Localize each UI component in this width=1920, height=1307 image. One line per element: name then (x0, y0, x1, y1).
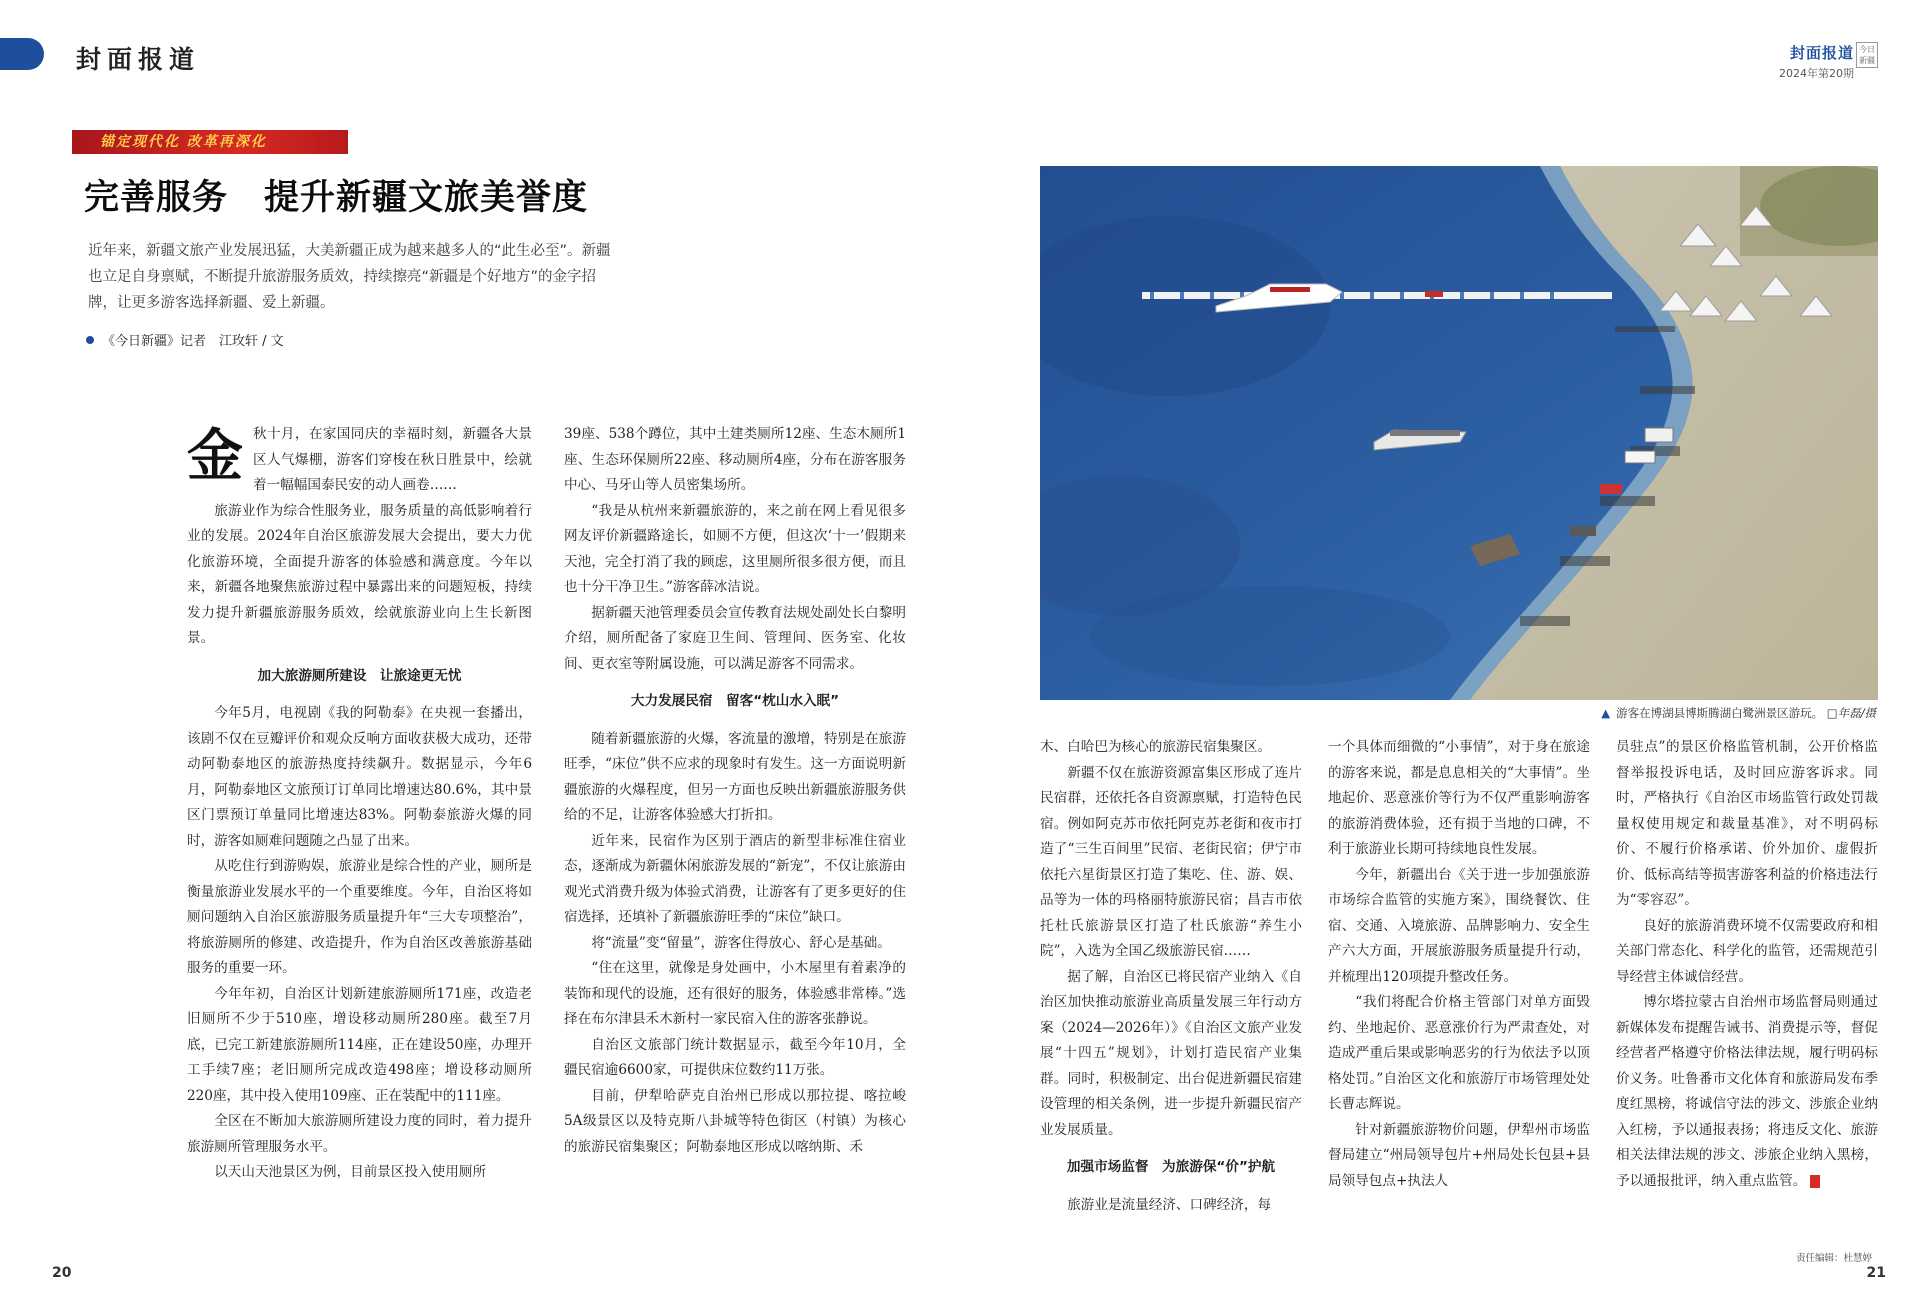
paragraph: 旅游业作为综合性服务业，服务质量的高低影响着行业的发展。2024年自治区旅游发展大会提出，要大力优化旅游环境，全面提升游客的体验感和满意度。今年以来，新疆各地聚焦旅游过程中暴露出来的问题短板，持续发力提升新疆旅游服务质效，绘就旅游业向上生长新图景。 (187, 502, 532, 646)
editor-credit: 责任编辑：杜慧婷 (1795, 1253, 1872, 1264)
paragraph: 旅游业是流量经济、口碑经济，每 (1067, 1196, 1272, 1213)
paragraph: 一个具体而细微的“小事情”，对于身在旅途的游客来说，都是息息相关的“大事情”。坐地起价、恶意涨价等行为不仅严重影响游客的旅游消费体验，还有损于当地的口碑，不利于旅游业长期可持续地良性发展。 (1328, 739, 1590, 857)
paragraph (187, 422, 532, 499)
paragraph: 将“流量”变“留量”，游客住得放心、舒心是基础。 (591, 934, 891, 951)
issue-number: 2024年第20期 (1779, 67, 1854, 80)
caption-triangle-icon: ▲ (1601, 706, 1611, 720)
paragraph: 近年来，民宿作为区别于酒店的新型非标准住宿业态，逐渐成为新疆休闲旅游发展的“新宠”，不仅让旅游由观光式消费升级为体验式消费，让游客有了更多更好的住宿选择，还填补了新疆旅游旺季的“床位”缺口。 (564, 832, 906, 925)
byline-text: 《今日新疆》记者 江玫轩 / 文 (102, 334, 284, 349)
paragraph: 今年5月，电视剧《我的阿勒泰》在央视一套播出，该剧不仅在豆瓣评价和观众反响方面收获极大成功，还带动阿勒泰地区的旅游热度持续飙升。数据显示，今年6月，阿勒泰地区文旅预订订单同比增速达80.6%，其中景区门票预订单量同比增速达83%。阿勒泰旅游火爆的同时，游客如厕难问题随之凸显了出来。 (187, 705, 532, 849)
paragraph: 目前，伊犁哈萨克自治州已形成以那拉提、喀拉峻5A级景区以及特克斯八卦城等特色街区（村镇）为核心的旅游民宿集聚区；阿勒泰地区形成以喀纳斯、禾 (564, 1087, 906, 1155)
masthead (1779, 42, 1854, 81)
paragraph-text: 博尔塔拉蒙古自治州市场监督局则通过新媒体发布提醒告诫书、消费提示等，督促经营者严格遵守价格法律法规，履行明码标价义务。吐鲁番市文化体育和旅游局发布季度红黑榜，将诚信守法的涉文、涉旅企业纳入红榜，予以通报表扬；将违反文化、旅游相关法律法规的涉文、涉旅企业纳入黑榜，予以通报批评，纳入重点监管。 (1616, 994, 1878, 1189)
paragraph: 据新疆天池管理委员会宣传教育法规处副处长白黎明介绍，厕所配备了家庭卫生间、管理间、医务室、化妆间、更衣室等附属设施，可以满足游客不同需求。 (564, 604, 906, 672)
page-number-left: 20 (52, 1265, 72, 1281)
magazine-logo: 今日新疆 (1856, 42, 1878, 68)
paragraph: 全区在不断加大旅游厕所建设力度的同时，着力提升旅游厕所管理服务水平。 (187, 1113, 532, 1155)
paragraph: 木、白哈巴为核心的旅游民宿集聚区。 (1040, 739, 1272, 755)
headline: 完善服务 提升新疆文旅美誉度 (84, 178, 589, 218)
section-tab (0, 38, 44, 70)
paragraph: 据了解，自治区已将民宿产业纳入《自治区加快推动旅游业高质量发展三年行动方案（2024—2026年）》《自治区文旅产业发展“十四五”规划》，计划打造民宿产业集群。同时，积极制定、出台促进新疆民宿建设管理的相关条例，进一步提升新疆民宿产业发展质量。 (1040, 968, 1302, 1138)
page-number-right: 21 (1866, 1265, 1886, 1281)
end-mark-icon (1810, 1175, 1820, 1188)
lake-photo (1040, 166, 1878, 700)
paragraph: 员驻点”的景区价格监管机制，公开价格监督举报投诉电话，及时回应游客诉求。同时，严格执行《自治区市场监管行政处罚裁量权使用规定和裁量基准》，对不明码标价、不履行价格承诺、价外加价、虚假折价、低标高结等损害游客利益的价格违法行为“零容忍”。 (1616, 739, 1878, 908)
paragraph: 今年年初，自治区计划新建旅游厕所171座，改造老旧厕所不少于510座，增设移动厕所280座。截至7月底，已完工新建旅游厕所114座，正在建设50座，办理开工手续7座；老旧厕所完成改造498座；增设移动厕所220座，其中投入使用109座、正在装配中的111座。 (187, 985, 532, 1104)
caption-text: 游客在博湖县博斯腾湖白鹭洲景区游玩。 (1616, 706, 1824, 720)
photo-caption (1601, 705, 1876, 721)
paragraph: 从吃住行到游购娱，旅游业是综合性的产业，厕所是衡量旅游业发展水平的一个重要维度。今年，自治区将如厕问题纳入自治区旅游服务质量提升年“三大专项整治”，将旅游厕所的修建、改造提升，作为自治区改善旅游基础服务的重要一环。 (187, 858, 532, 976)
paragraph (1616, 990, 1878, 1194)
article-column-3 (1040, 735, 1302, 1218)
paragraph: 针对新疆旅游物价问题，伊犁州市场监督局建立“州局领导包片+州局处长包县+县局领导包点+执法人 (1328, 1121, 1590, 1189)
paragraph: 自治区文旅部门统计数据显示，截至今年10月，全疆民宿逾6600家，可提供床位数约11万张。 (564, 1036, 906, 1078)
paragraph: “住在这里，就像是身处画中，小木屋里有着素净的装饰和现代的设施，还有很好的服务，体验感非常棒。”选择在布尔津县禾木新村一家民宿入住的游客张静说。 (564, 960, 906, 1027)
subheading: 大力发展民宿 留客“枕山水入眠” (630, 693, 840, 709)
byline-bullet-icon (86, 336, 94, 344)
article-column-2 (564, 422, 906, 1160)
subheading: 加大旅游厕所建设 让旅途更无忧 (257, 667, 462, 684)
paragraph: 随着新疆旅游的火爆，客流量的激增，特别是在旅游旺季，“床位”供不应求的现象时有发生。这一方面说明新疆旅游的火爆程度，但另一方面也反映出新疆旅游服务供给的不足，让游客体验感大打折扣。 (564, 730, 906, 823)
paragraph: 新疆不仅在旅游资源富集区形成了连片民宿群，还依托各自资源禀赋，打造特色民宿。例如阿克苏市依托阿克苏老街和夜市打造了“三生百间里”民宿、老街民宿；伊宁市依托六星街景区打造了集吃、住、游、娱、品等为一体的玛格丽特旅游民宿；昌吉市依托杜氏旅游景区打造了杜氏旅游“养生小院”，入选为全国乙级旅游民宿…… (1040, 764, 1302, 959)
paragraph: 以天山天池景区为例，目前景区投入使用厕所 (214, 1164, 487, 1180)
paragraph: “我是从杭州来新疆旅游的，来之前在网上看见很多网友评价新疆路途长，如厕不方便，但这次‘十一’假期来天池，完全打消了我的顾虑，这里厕所很多很方便，而且也十分干净卫生。”游客薛冰洁说。 (564, 502, 906, 595)
article-column-5 (1616, 735, 1878, 1194)
paragraph: 今年，新疆出台《关于进一步加强旅游市场综合监管的实施方案》，围绕餐饮、住宿、交通、入境旅游、品牌影响力、安全生产六大方面，开展旅游服务质量提升行动，并梳理出120项提升整改任务。 (1328, 866, 1590, 985)
kicker-banner: 锚定现代化 改革再深化 (72, 130, 348, 154)
drop-cap: 金 (187, 423, 243, 489)
article-column-1 (187, 422, 532, 1186)
paragraph-text: 秋十月，在家国同庆的幸福时刻，新疆各大景区人气爆棚，游客们穿梭在秋日胜景中，绘就着一幅幅国泰民安的动人画卷…… (253, 426, 532, 493)
paragraph: 良好的旅游消费环境不仅需要政府和相关部门常态化、科学化的监管，还需规范引导经营主体诚信经营。 (1616, 917, 1878, 985)
section-title: 封面报道 (76, 45, 201, 74)
photo-credit: □年磊/摄 (1826, 706, 1876, 720)
subheading: 加强市场监督 为旅游保“价”护航 (1066, 1159, 1276, 1175)
masthead-name: 封面报道 (1789, 44, 1854, 62)
intro-paragraph: 近年来，新疆文旅产业发展迅猛，大美新疆正成为越来越多人的“此生必至”。新疆也立足自身禀赋，不断提升旅游服务质效，持续擦亮“新疆是个好地方”的金字招牌，让更多游客选择新疆、爱上新疆。 (88, 243, 611, 311)
paragraph: “我们将配合价格主管部门对单方面毁约、坐地起价、恶意涨价行为严肃查处，对造成严重后果或影响恶劣的行为依法予以顶格处罚。”自治区文化和旅游厅市场管理处处长曹志辉说。 (1328, 994, 1590, 1112)
byline (86, 330, 284, 349)
aerial-lake-image (1040, 166, 1878, 700)
paragraph: 39座、538个蹲位，其中土建类厕所12座、生态木厕所1座、生态环保厕所22座、移动厕所4座，分布在游客服务中心、马牙山等人员密集场所。 (564, 426, 906, 493)
article-column-4 (1328, 735, 1590, 1194)
